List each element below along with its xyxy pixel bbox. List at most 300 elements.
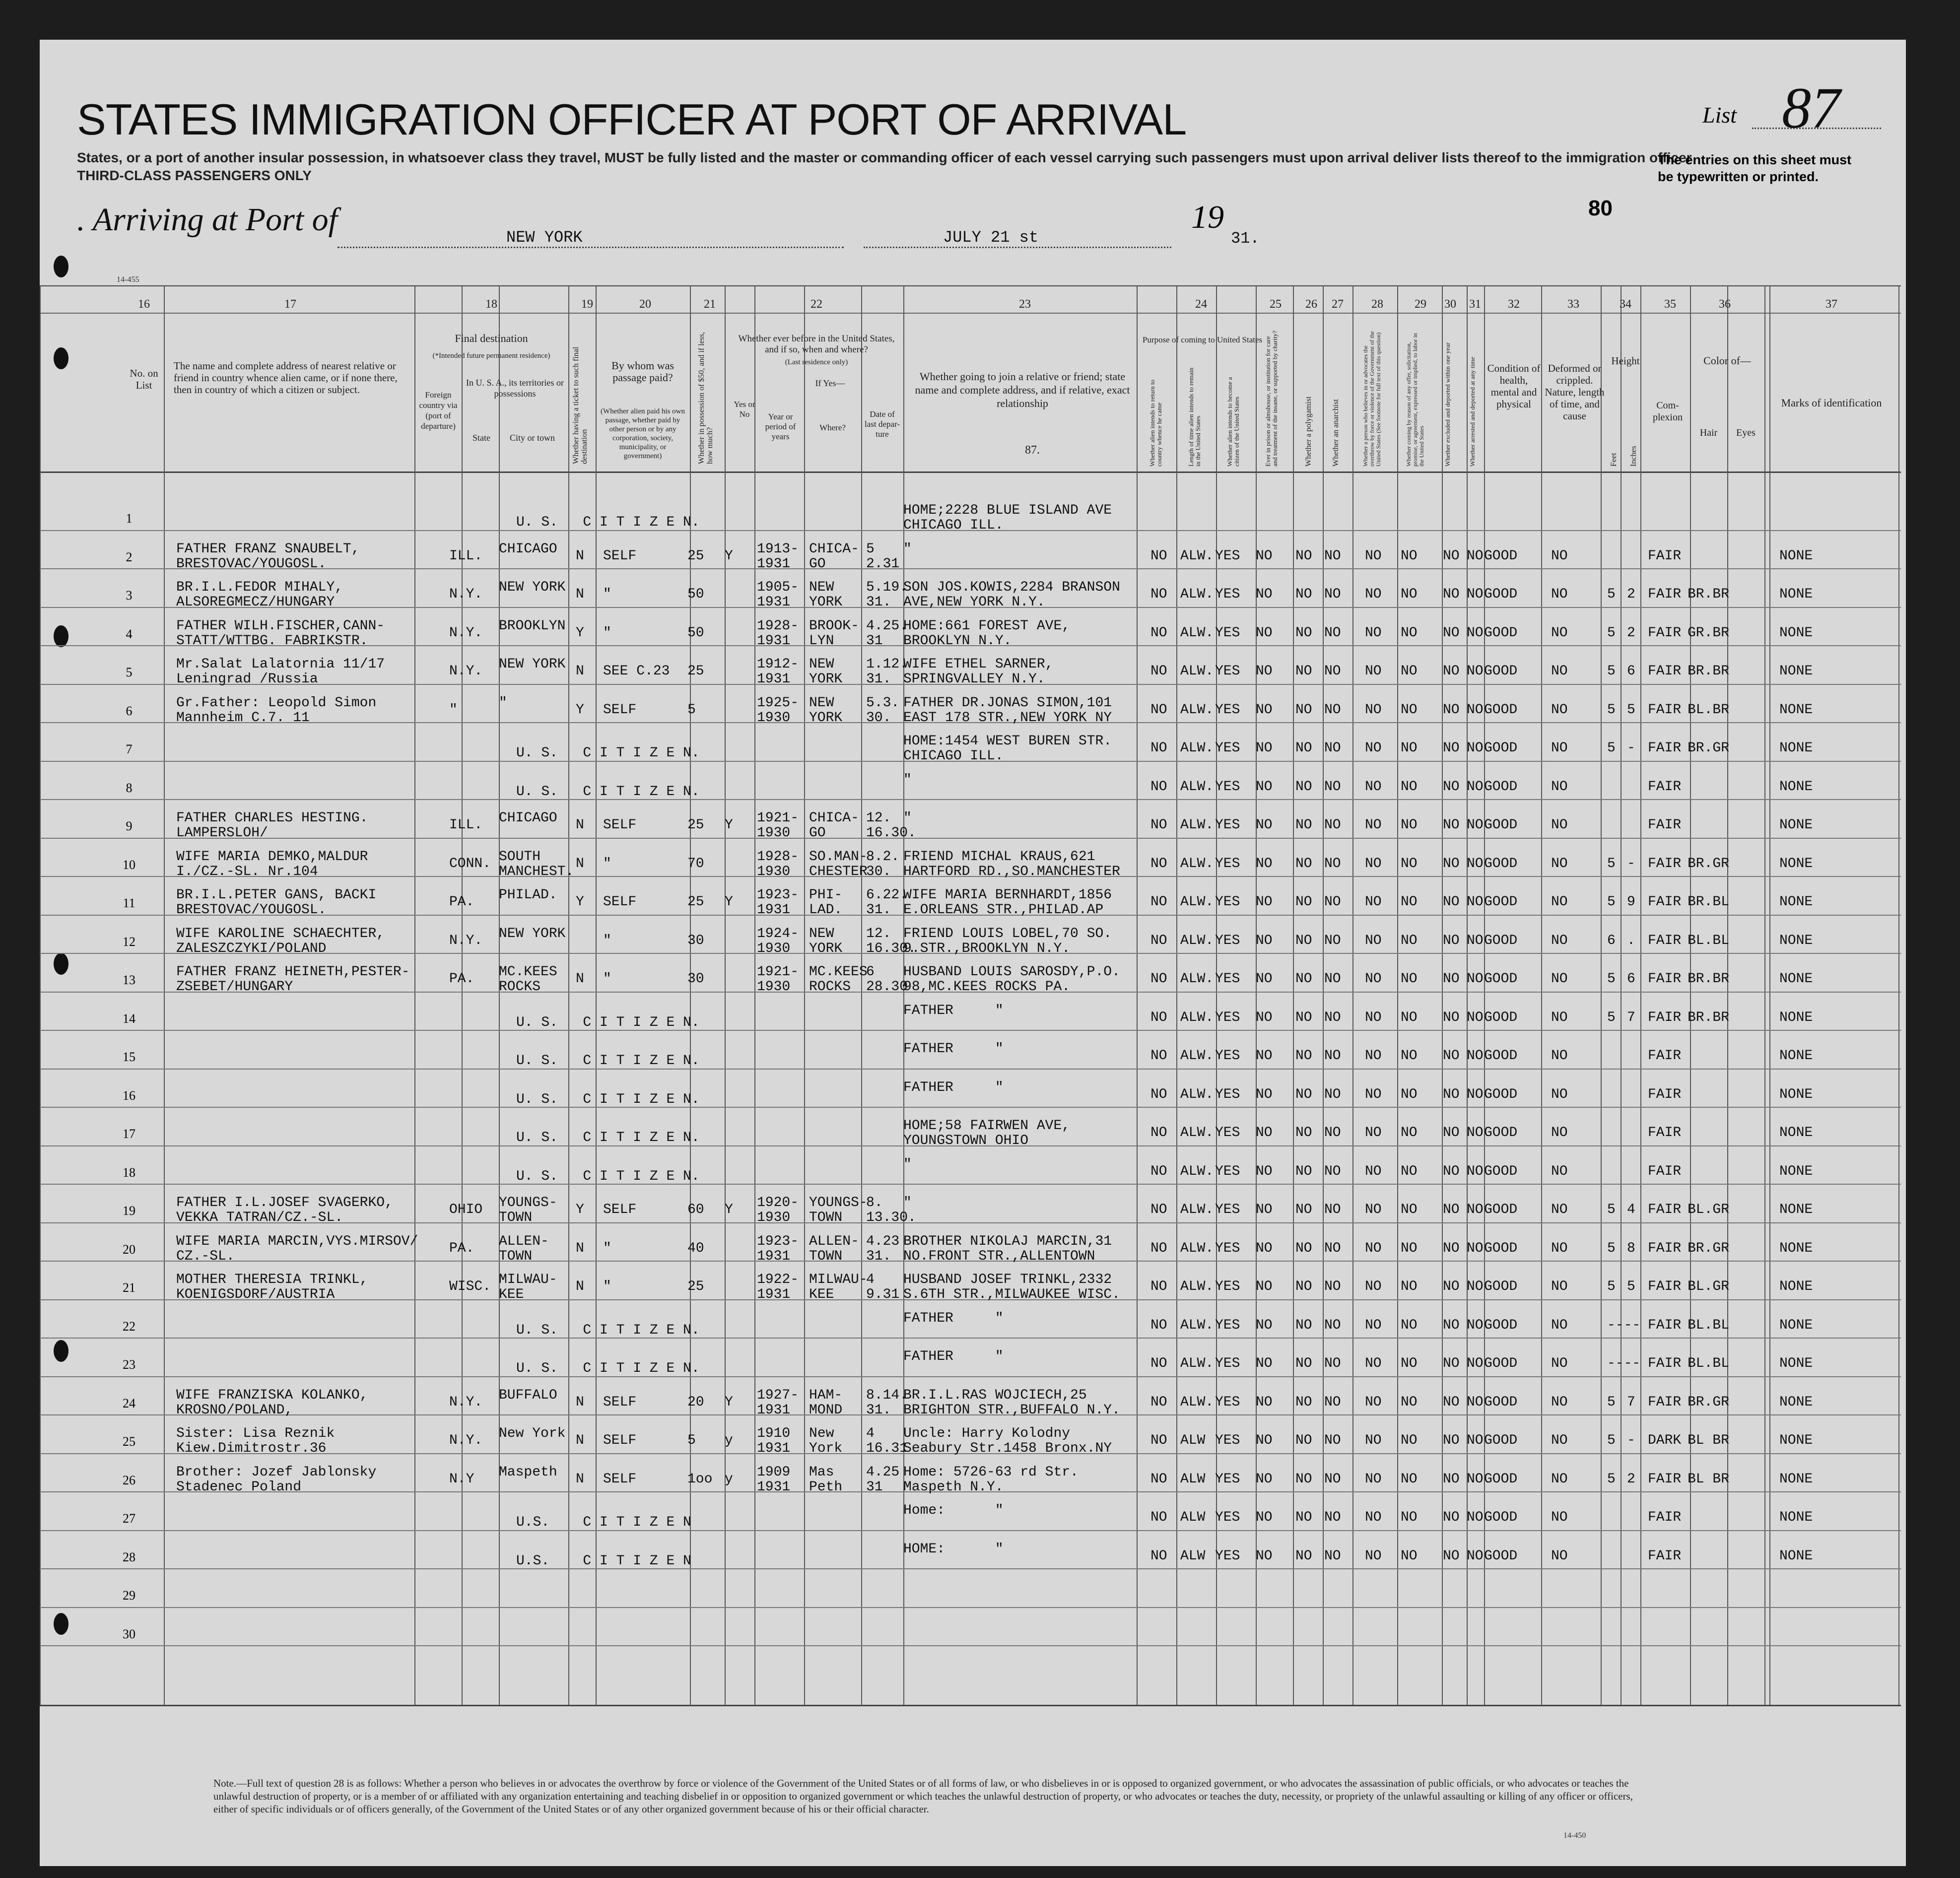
page-number: 80 (1588, 196, 1613, 220)
labor-offer: NO (1401, 625, 1418, 641)
feet: 5 (1607, 1009, 1616, 1025)
departure-line2: 30. (866, 710, 891, 726)
where-line2: GO (809, 556, 826, 572)
departure-line2: 31. (866, 671, 891, 687)
complexion: DARK (1648, 1433, 1682, 1448)
anarchist: NO (1324, 740, 1341, 756)
feet: 5 (1607, 664, 1616, 679)
polygamist: NO (1295, 856, 1312, 872)
joining-line1: FATHER " (903, 1310, 1004, 1326)
joining-line2: HARTFORD RD.,SO.MANCHESTER (903, 864, 1120, 879)
citizen-intent: YES (1215, 1086, 1240, 1102)
relative-line2: KOENIGSDORF/AUSTRIA (176, 1287, 335, 1302)
excluded: NO (1443, 1548, 1460, 1564)
city-line1: " (499, 695, 507, 711)
citizen-intent: YES (1215, 1317, 1240, 1333)
hair-eyes: BL.BL (1688, 1317, 1730, 1333)
deformed: NO (1551, 856, 1568, 872)
joining-line2: 98,MC.KEES ROCKS PA. (903, 979, 1071, 995)
overthrow: NO (1365, 702, 1382, 718)
where-line1: ALLEN- (809, 1233, 859, 1249)
health: GOOD (1484, 971, 1518, 987)
departure-line2: 13.30. (866, 1210, 916, 1225)
years-line2: 1931 (757, 1479, 791, 1495)
row-divider (40, 1607, 1901, 1608)
excluded: NO (1443, 1048, 1460, 1064)
instructions (77, 149, 1692, 185)
length-of-stay: ALW. (1180, 740, 1214, 756)
header-departure-date: Date of last depar-ture (865, 409, 900, 439)
joining-line2: BROOKLYN N.Y. (903, 633, 1012, 649)
relative-line1: WIFE MARIA DEMKO,MALDUR (176, 849, 368, 865)
relative-line1: FATHER FRANZ HEINETH,PESTER- (176, 964, 410, 980)
health: GOOD (1484, 1548, 1518, 1564)
where-line2: York (809, 1441, 843, 1456)
colnum-28: 28 (1371, 298, 1383, 311)
header-polygamist: Whether a polygamist (1304, 396, 1313, 467)
deported: NO (1467, 779, 1484, 795)
where-line1: MILWAU- (809, 1272, 868, 1287)
citizen-intent: YES (1215, 740, 1240, 756)
row-divider (40, 1530, 1901, 1531)
joining-line2: S.6TH STR.,MILWAUKEE WISC. (903, 1287, 1120, 1302)
return-intent: NO (1150, 1433, 1167, 1448)
joining-line2: E.ORLEANS STR.,PHILAD.AP (903, 902, 1104, 918)
health: GOOD (1484, 1510, 1518, 1525)
relative-line2: ZSEBET/HUNGARY (176, 979, 293, 995)
punch-hole (54, 1613, 68, 1635)
citizen-intent: YES (1215, 1394, 1240, 1410)
header-final-destination-note: (*Intended future permanent residence) (432, 352, 550, 360)
us-citizen-note: U. S. C I T I Z E N. (516, 1322, 700, 1338)
joining-line1: Uncle: Harry Kolodny (903, 1426, 1071, 1441)
passage-paid: " (603, 1279, 611, 1294)
health: GOOD (1484, 1279, 1518, 1294)
header-passage-note: (Whether alien paid his own passage, whether paid by other person or by any corporation, society, municipality, or government) (601, 407, 685, 460)
header-joining-mark: 87. (1025, 444, 1040, 457)
notice-line1: The entries on this sheet must (1658, 152, 1852, 167)
typewritten-notice (1658, 151, 1851, 185)
us-citizen-note: U.S. C I T I Z E N (516, 1515, 691, 1530)
complexion: FAIR (1648, 971, 1682, 987)
state: N.Y. (449, 1394, 483, 1410)
joining-line1: FRIEND MICHAL KRAUS,621 (903, 849, 1095, 865)
departure-line1: 4.25 (866, 1464, 900, 1480)
return-intent: NO (1150, 1125, 1167, 1140)
year-prefix: 19 (1191, 199, 1224, 235)
joining-line2: 9.STR.,BROOKLYN N.Y. (903, 940, 1071, 956)
return-intent: NO (1150, 1394, 1167, 1410)
feet: 5 (1607, 1240, 1616, 1256)
city-line1: CHICAGO (499, 541, 557, 557)
anarchist: NO (1324, 1202, 1341, 1217)
colnum-31: 31 (1469, 298, 1481, 311)
instructions-line1: States, or a port of another insular possession, in whatsoever class they travel, MUST be fully listed and the master or commanding officer of each vessel carrying such passengers must upon arrival deliver lists thereof to the immigration officer (77, 150, 1692, 165)
hair-eyes: BL BR (1688, 1471, 1730, 1487)
departure-line2: 16.30. (866, 825, 916, 841)
joining-line2: SPRINGVALLEY N.Y. (903, 671, 1045, 687)
city-line2: KEE (499, 1287, 524, 1302)
deformed: NO (1551, 740, 1568, 756)
deported: NO (1467, 1356, 1484, 1371)
header-deported: Whether arrested and deported at any time (1469, 357, 1476, 467)
ticket: N (576, 817, 584, 833)
complexion: FAIR (1648, 1510, 1682, 1525)
joining-line1: FATHER DR.JONAS SIMON,101 (903, 695, 1112, 711)
overthrow: NO (1365, 625, 1382, 641)
deformed: NO (1551, 817, 1568, 833)
where-line1: MC.KEES (809, 964, 868, 980)
years-line2: 1930 (757, 864, 791, 879)
deported: NO (1467, 702, 1484, 718)
hair-eyes: BR.GR (1688, 856, 1730, 872)
joining-line1: Home: " (903, 1503, 1004, 1518)
years-line2: 1931 (757, 556, 791, 572)
years-line2: 1931 (757, 671, 791, 687)
city-line1: PHILAD. (499, 887, 557, 903)
colnum-29: 29 (1415, 298, 1426, 311)
deformed: NO (1551, 664, 1568, 679)
hair-eyes: BR.BR (1688, 587, 1730, 602)
relative-line2: VEKKA TATRAN/CZ.-SL. (176, 1210, 343, 1225)
where-line1: NEW (809, 657, 834, 672)
ticket: N (576, 548, 584, 564)
inches: 2 (1627, 625, 1635, 641)
labor-offer: NO (1401, 587, 1418, 602)
relative-line1: Mr.Salat Lalatornia 11/17 (176, 657, 385, 672)
deported: NO (1467, 740, 1484, 756)
deported: NO (1467, 894, 1484, 910)
marks: NONE (1779, 664, 1813, 679)
excluded: NO (1443, 894, 1460, 910)
length-of-stay: ALW. (1180, 817, 1214, 833)
joining-line1: HOME:1454 WEST BUREN STR. (903, 734, 1112, 749)
anarchist: NO (1324, 1356, 1341, 1371)
citizen-intent: YES (1215, 1240, 1240, 1256)
health: GOOD (1484, 587, 1518, 602)
money: 70 (687, 856, 704, 872)
row-divider (40, 1107, 1901, 1108)
punch-hole (54, 256, 68, 277)
anarchist: NO (1324, 548, 1341, 564)
deported: NO (1467, 1086, 1484, 1102)
return-intent: NO (1150, 1202, 1167, 1217)
length-of-stay: ALW. (1180, 1394, 1214, 1410)
feet: 5 (1607, 1394, 1616, 1410)
return-intent: NO (1150, 740, 1167, 756)
feet: 5 (1607, 740, 1616, 756)
complexion: FAIR (1648, 1048, 1682, 1064)
prison: NO (1256, 1009, 1273, 1025)
header-labor-offer: Whether coming by reason of any offer, solicitation, promise, or agreement, expressed or implied, to labor in the United States (1405, 333, 1425, 467)
prison: NO (1256, 856, 1273, 872)
feet: 5 (1607, 625, 1616, 641)
prison: NO (1256, 933, 1273, 948)
length-of-stay: ALW. (1180, 1086, 1214, 1102)
inches: 5 (1627, 1279, 1635, 1294)
hair-eyes: BR.GR (1688, 1240, 1730, 1256)
inches: 6 (1627, 664, 1635, 679)
hair-eyes: BR.BR (1688, 1009, 1730, 1025)
header-if-yes: If Yes— (815, 378, 845, 388)
where-line2: MOND (809, 1402, 843, 1418)
polygamist: NO (1295, 1548, 1312, 1564)
anarchist: NO (1324, 664, 1341, 679)
prison: NO (1256, 1202, 1273, 1217)
overthrow: NO (1365, 1317, 1382, 1333)
deported: NO (1467, 856, 1484, 872)
state: ILL. (449, 817, 483, 833)
colnum-35: 35 (1664, 298, 1676, 311)
row-number: 29 (123, 1588, 135, 1603)
anarchist: NO (1324, 1009, 1341, 1025)
feet: 5 (1607, 702, 1616, 718)
header-joining: Whether going to join a relative or friend; state name and complete address, and if relative, exact relationship (915, 370, 1130, 409)
joining-line1: WIFE MARIA BERNHARDT,1856 (903, 887, 1112, 903)
length-of-stay: ALW. (1180, 971, 1214, 987)
row-number: 21 (123, 1280, 135, 1295)
hair-eyes: BR.BL (1688, 894, 1730, 910)
row-divider (40, 1376, 1901, 1377)
deported: NO (1467, 1471, 1484, 1487)
departure-line1: 12. (866, 810, 891, 826)
return-intent: NO (1150, 817, 1167, 833)
header-relative: The name and complete address of nearest relative or friend in country whence alien came, or if none there, then in country of which a citizen or subject. (174, 360, 398, 396)
return-intent: NO (1150, 1240, 1167, 1256)
deformed: NO (1551, 1317, 1568, 1333)
departure-line2: 9.31 (866, 1287, 900, 1302)
overthrow: NO (1365, 971, 1382, 987)
citizen-intent: YES (1215, 817, 1240, 833)
inches: - (1627, 1433, 1635, 1448)
row-number: 20 (123, 1242, 135, 1257)
footnote: Note.—Full text of question 28 is as follows: Whether a person who believes in or advocates the overthrow by force or violence of the Government of the United States or of all forms of law, or who disbelieves in or is opposed to organized government, or who advocates the assassination of public officials, or who advocates or teaches the unlawful destruction of property, or is a member of or affiliated with any organization entertaining and teaching disbelief in or opposition to organized government or which teaches the unlawful destruction of property, or who advocates or teaches the duty, necessity, or propriety of the unlawful assaulting or killing of any officer or officers, either of specific individuals or of officers generally, of the Government of the United States or of any other organized government because of his or their official character. (213, 1777, 1633, 1815)
length-of-stay: ALW. (1180, 587, 1214, 602)
hair-eyes: BL.GR (1688, 1279, 1730, 1294)
row-divider (40, 799, 1901, 800)
labor-offer: NO (1401, 1086, 1418, 1102)
prison: NO (1256, 1125, 1273, 1140)
relative-line1: WIFE KAROLINE SCHAECHTER, (176, 926, 385, 941)
passage-paid: SELF (603, 548, 637, 564)
polygamist: NO (1295, 548, 1312, 564)
marks: NONE (1779, 1356, 1813, 1371)
marks: NONE (1779, 1279, 1813, 1294)
ticket: N (576, 1279, 584, 1294)
where-line1: Mas (809, 1464, 834, 1480)
feet: ---- (1607, 1317, 1641, 1333)
citizen-intent: YES (1215, 548, 1240, 564)
health: GOOD (1484, 702, 1518, 718)
row-number: 18 (123, 1165, 135, 1180)
years-line1: 1921- (757, 810, 799, 826)
where-line1: New (809, 1426, 834, 1441)
departure-line1: 8.2. (866, 849, 900, 865)
polygamist: NO (1295, 1202, 1312, 1217)
excluded: NO (1443, 1086, 1460, 1102)
prison: NO (1256, 1356, 1273, 1371)
deformed: NO (1551, 1433, 1568, 1448)
prison: NO (1256, 702, 1273, 718)
header-usa: In U. S. A., its territories or possessions (466, 378, 564, 399)
ticket: Y (576, 702, 584, 718)
joining-line1: BROTHER NIKOLAJ MARCIN,31 (903, 1233, 1112, 1249)
polygamist: NO (1295, 1163, 1312, 1179)
joining-line1: " (903, 810, 912, 826)
excluded: NO (1443, 1009, 1460, 1025)
years-line2: 1931 (757, 1402, 791, 1418)
length-of-stay: ALW (1180, 1548, 1206, 1564)
hair-eyes: BR.GR (1688, 740, 1730, 756)
anarchist: NO (1324, 587, 1341, 602)
header-prison: Ever in prison or almshouse, or institution for care and treatment of the insane, or supported by charity? (1264, 331, 1279, 467)
row-number: 15 (123, 1050, 135, 1064)
colnum-23: 23 (1019, 298, 1031, 311)
citizen-intent: YES (1215, 1125, 1240, 1140)
deformed: NO (1551, 1202, 1568, 1217)
health: GOOD (1484, 817, 1518, 833)
grid-bottom-rule (40, 1705, 1901, 1706)
departure-line1: 5.3. (866, 695, 900, 711)
deported: NO (1467, 1125, 1484, 1140)
departure-line2: 30. (866, 864, 891, 879)
city-line1: NEW YORK (499, 926, 566, 941)
where-line1: PHI- (809, 887, 843, 903)
money: 30 (687, 933, 704, 948)
us-citizen-note: U. S. C I T I Z E N. (516, 1361, 700, 1376)
years-line1: 1925- (757, 695, 799, 711)
colnum-26: 26 (1305, 298, 1317, 311)
complexion: FAIR (1648, 894, 1682, 910)
money: 5 (687, 1433, 696, 1448)
before-in-us: Y (725, 548, 733, 564)
relative-line1: FATHER I.L.JOSEF SVAGERKO, (176, 1195, 393, 1210)
years-line2: 1931 (757, 1287, 791, 1302)
where-line1: NEW (809, 926, 834, 941)
complexion: FAIR (1648, 664, 1682, 679)
colnum-17: 17 (284, 298, 296, 311)
feet: 5 (1607, 1202, 1616, 1217)
departure-line1: 4.25. (866, 618, 908, 634)
row-number: 4 (126, 626, 133, 641)
where-line2: Peth (809, 1479, 843, 1495)
where-line1: SO.MAN- (809, 849, 868, 865)
instructions-line2: THIRD-CLASS PASSENGERS ONLY (77, 168, 312, 183)
polygamist: NO (1295, 1240, 1312, 1256)
state: N.Y. (449, 933, 483, 948)
deformed: NO (1551, 625, 1568, 641)
deformed: NO (1551, 1548, 1568, 1564)
notice-line2: be typewritten or printed. (1658, 169, 1819, 184)
prison: NO (1256, 1471, 1273, 1487)
feet: 6 (1607, 933, 1616, 948)
joining-line2: Maspeth N.Y. (903, 1479, 1004, 1495)
overthrow: NO (1365, 587, 1382, 602)
health: GOOD (1484, 1009, 1518, 1025)
money: 25 (687, 894, 704, 910)
city-line2: ROCKS (499, 979, 541, 995)
citizen-intent: YES (1215, 1279, 1240, 1294)
ticket: N (576, 1240, 584, 1256)
anarchist: NO (1324, 894, 1341, 910)
joining-line2: YOUNGSTOWN OHIO (903, 1133, 1029, 1148)
joining-line1: " (903, 1195, 912, 1210)
header-excluded: Whether excluded and deported within one year (1444, 342, 1451, 467)
labor-offer: NO (1401, 1240, 1418, 1256)
header-foreign-country: Foreign country via (port of departure) (419, 390, 458, 431)
us-citizen-note: U. S. C I T I Z E N. (516, 1130, 700, 1145)
row-divider (40, 838, 1901, 839)
excluded: NO (1443, 625, 1460, 641)
header-eyes: Eyes (1736, 427, 1756, 438)
prison: NO (1256, 1279, 1273, 1294)
joining-line1: Home: 5726-63 rd Str. (903, 1464, 1079, 1480)
years-line1: 1923- (757, 1233, 799, 1249)
feet: 5 (1607, 1471, 1616, 1487)
excluded: NO (1443, 1471, 1460, 1487)
health: GOOD (1484, 740, 1518, 756)
deformed: NO (1551, 933, 1568, 948)
length-of-stay: ALW (1180, 1471, 1206, 1487)
overthrow: NO (1365, 1048, 1382, 1064)
inches: - (1627, 856, 1635, 872)
polygamist: NO (1295, 1009, 1312, 1025)
anarchist: NO (1324, 817, 1341, 833)
joining-line2: Seabury Str.1458 Bronx.NY (903, 1441, 1112, 1456)
hair-eyes: BL.BR (1688, 702, 1730, 718)
city-line1: SOUTH (499, 849, 541, 865)
deformed: NO (1551, 1394, 1568, 1410)
excluded: NO (1443, 817, 1460, 833)
complexion: FAIR (1648, 740, 1682, 756)
relative-line2: Stadenec Poland (176, 1479, 302, 1495)
city-line1: CHICAGO (499, 810, 557, 826)
header-passage-paid: By whom was passage paid? (611, 359, 674, 384)
where-line1: CHICA- (809, 541, 859, 557)
excluded: NO (1443, 548, 1460, 564)
header-ticket: Whether having a ticket to such final destination (572, 346, 589, 464)
deformed: NO (1551, 1163, 1568, 1179)
marks: NONE (1779, 1240, 1813, 1256)
colnum-rule (40, 313, 1901, 314)
labor-offer: NO (1401, 1510, 1418, 1525)
joining-line1: HUSBAND LOUIS SAROSDY,P.O. (903, 964, 1120, 980)
hair-eyes: BR.BR (1688, 971, 1730, 987)
years-line1: 1913- (757, 541, 799, 557)
state: WISC. (449, 1279, 491, 1294)
passage-paid: SELF (603, 1202, 637, 1217)
relative-line2: LAMPERSLOH/ (176, 825, 268, 841)
inches: . (1627, 933, 1635, 948)
prison: NO (1256, 1086, 1273, 1102)
marks: NONE (1779, 1394, 1813, 1410)
passage-paid: " (603, 1240, 611, 1256)
passage-paid: SELF (603, 817, 637, 833)
labor-offer: NO (1401, 1548, 1418, 1564)
relative-line1: WIFE MARIA MARCIN,VYS.MIRSOV/ (176, 1233, 418, 1249)
where-line2: LYN (809, 633, 834, 649)
relative-line1: FATHER FRANZ SNAUBELT, (176, 541, 360, 557)
where-line1: YOUNGS- (809, 1195, 868, 1210)
money: 1oo (687, 1471, 713, 1487)
relative-line2: BRESTOVAC/YOUGOSL. (176, 902, 327, 918)
row-number: 23 (123, 1357, 135, 1372)
excluded: NO (1443, 740, 1460, 756)
joining-line2: CHICAGO ILL. (903, 518, 1004, 533)
joining-line2: EAST 178 STR.,NEW YORK NY (903, 710, 1112, 726)
prison: NO (1256, 1510, 1273, 1525)
where-line2: ROCKS (809, 979, 851, 995)
